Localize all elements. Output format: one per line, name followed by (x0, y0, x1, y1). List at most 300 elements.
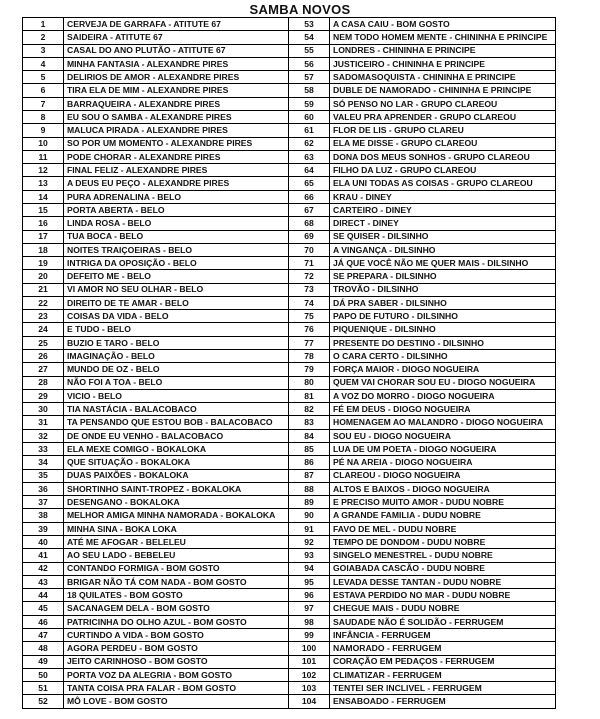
song-title: PORTA VOZ DA ALEGRIA - BOM GOSTO (67, 669, 233, 680)
table-row (289, 297, 555, 310)
table-row (23, 523, 288, 536)
song-title: MUNDO DE OZ - BELO (67, 364, 160, 375)
song-number: 11 (23, 151, 64, 163)
song-title: NEM TODO HOMEM MENTE - CHININHA E PRINCIPE (333, 32, 548, 43)
song-title: VALEU PRA APRENDER - GRUPO CLAREOU (333, 111, 517, 122)
song-title: ALTOS E BAIXOS - DIOGO NOGUEIRA (333, 483, 490, 494)
song-title: MELHOR AMIGA MINHA NAMORADA - BOKALOKA (67, 510, 276, 521)
song-title: E PRECISO MUITO AMOR - DUDU NOBRE (333, 496, 504, 507)
table-row (23, 177, 288, 190)
song-number: 89 (289, 496, 330, 508)
table-row (23, 509, 288, 522)
song-number: 98 (289, 616, 330, 628)
song-number: 36 (23, 483, 64, 495)
song-title: DONA DOS MEUS SONHOS - GRUPO CLAREOU (333, 151, 530, 162)
table-row (289, 642, 555, 655)
song-title: DE ONDE EU VENHO - BALACOBACO (67, 430, 224, 441)
song-title: LUA DE UM POETA - DIOGO NOGUEIRA (333, 443, 497, 454)
song-number: 81 (289, 390, 330, 402)
song-title: LONDRES - CHININHA E PRINCIPE (333, 45, 476, 56)
song-number: 95 (289, 576, 330, 588)
table-row (289, 483, 555, 496)
song-number: 55 (289, 45, 330, 57)
song-number: 21 (23, 284, 64, 296)
song-number: 10 (23, 138, 64, 150)
song-title: ELA UNI TODAS AS COISAS - GRUPO CLAREOU (333, 178, 533, 189)
column-right (289, 18, 555, 708)
song-number: 31 (23, 416, 64, 428)
song-number: 18 (23, 244, 64, 256)
song-number: 96 (289, 589, 330, 601)
song-title: A DEUS EU PEÇO - ALEXANDRE PIRES (67, 178, 230, 189)
song-title: PATRICINHA DO OLHO AZUL - BOM GOSTO (67, 616, 247, 627)
song-number: 40 (23, 536, 64, 548)
song-number: 28 (23, 377, 64, 389)
song-title: BARRAQUEIRA - ALEXANDRE PIRES (67, 98, 221, 109)
song-title: PORTA ABERTA - BELO (67, 204, 165, 215)
song-title: DELIRIOS DE AMOR - ALEXANDRE PIRES (67, 71, 240, 82)
table-row (23, 456, 288, 469)
table-row (23, 124, 288, 137)
song-number: 101 (289, 656, 330, 668)
song-title: O CARA CERTO - DILSINHO (333, 350, 448, 361)
song-number: 91 (289, 523, 330, 535)
song-number: 102 (289, 669, 330, 681)
song-title: PÉ NA AREIA - DIOGO NOGUEIRA (333, 457, 473, 468)
table-row (289, 337, 555, 350)
song-title: MALUCA PIRADA - ALEXANDRE PIRES (67, 125, 228, 136)
table-row (289, 84, 555, 97)
song-number: 22 (23, 297, 64, 309)
table-row (289, 231, 555, 244)
song-title: JEITO CARINHOSO - BOM GOSTO (67, 656, 208, 667)
table-row (23, 58, 288, 71)
song-number: 4 (23, 58, 64, 70)
song-title: SADOMASOQUISTA - CHININHA E PRINCIPE (333, 71, 516, 82)
song-title: PIQUENIQUE - DILSINHO (333, 324, 436, 335)
song-title: E TUDO - BELO (67, 324, 131, 335)
table-row (289, 549, 555, 562)
song-title: PODE CHORAR - ALEXANDRE PIRES (67, 151, 221, 162)
table-row (23, 31, 288, 44)
song-title: JÁ QUE VOCÊ NÃO ME QUER MAIS - DILSINHO (333, 257, 529, 268)
song-number: 29 (23, 390, 64, 402)
song-number: 38 (23, 509, 64, 521)
song-number: 79 (289, 363, 330, 375)
song-title: INTRIGA DA OPOSIÇÃO - BELO (67, 257, 197, 268)
song-table (22, 17, 556, 709)
table-row (289, 456, 555, 469)
table-row (23, 682, 288, 695)
page-title: SAMBA NOVOS (249, 2, 351, 17)
song-number: 87 (289, 470, 330, 482)
song-number: 16 (23, 217, 64, 229)
song-number: 73 (289, 284, 330, 296)
table-row (289, 18, 555, 31)
song-title: CERVEJA DE GARRAFA - ATITUTE 67 (67, 18, 221, 29)
song-number: 24 (23, 323, 64, 335)
table-row (23, 616, 288, 629)
table-row (289, 496, 555, 509)
song-number: 82 (289, 403, 330, 415)
table-row (289, 403, 555, 416)
song-number: 103 (289, 682, 330, 694)
song-number: 76 (289, 323, 330, 335)
song-title: TA PENSANDO QUE ESTOU BOB - BALACOBACO (67, 417, 273, 428)
table-row (23, 257, 288, 270)
table-row (23, 416, 288, 429)
song-number: 32 (23, 430, 64, 442)
song-title: CLIMATIZAR - FERRUGEM (333, 669, 442, 680)
song-title: COISAS DA VIDA - BELO (67, 311, 169, 322)
table-row (23, 642, 288, 655)
song-title: QUE SITUAÇÃO - BOKALOKA (67, 457, 191, 468)
table-row (23, 284, 288, 297)
song-title: TIRA ELA DE MIM - ALEXANDRE PIRES (67, 85, 229, 96)
song-title: BRIGAR NÃO TÁ COM NADA - BOM GOSTO (67, 576, 247, 587)
table-row (23, 217, 288, 230)
song-number: 44 (23, 589, 64, 601)
song-title: PRESENTE DO DESTINO - DILSINHO (333, 337, 484, 348)
song-number: 97 (289, 602, 330, 614)
song-number: 9 (23, 124, 64, 136)
song-title: ELA MEXE COMIGO - BOKALOKA (67, 443, 207, 454)
table-row (23, 84, 288, 97)
table-row (289, 509, 555, 522)
table-row (289, 443, 555, 456)
table-row (23, 231, 288, 244)
song-number: 8 (23, 111, 64, 123)
song-number: 57 (289, 71, 330, 83)
table-row (289, 124, 555, 137)
table-row (23, 563, 288, 576)
song-number: 49 (23, 656, 64, 668)
table-row (23, 576, 288, 589)
table-row (289, 523, 555, 536)
song-title: ATÉ ME AFOGAR - BELELEU (67, 536, 186, 547)
table-row (23, 310, 288, 323)
song-title: TIA NASTÁCIA - BALACOBACO (67, 404, 197, 414)
table-row (289, 430, 555, 443)
table-row (289, 323, 555, 336)
song-title: NAMORADO - FERRUGEM (333, 643, 442, 654)
table-row (289, 536, 555, 549)
song-title: SÓ PENSO NO LAR - GRUPO CLAREOU (333, 98, 498, 109)
song-title: QUEM VAI CHORAR SOU EU - DIOGO NOGUEIRA (333, 377, 536, 388)
song-number: 42 (23, 563, 64, 575)
table-row (289, 217, 555, 230)
table-row (289, 470, 555, 483)
song-number: 72 (289, 270, 330, 282)
table-row (23, 111, 288, 124)
table-row (23, 191, 288, 204)
column-left (23, 18, 289, 708)
table-row (23, 204, 288, 217)
table-row (289, 616, 555, 629)
table-row (23, 270, 288, 283)
song-title: TEMPO DE DONDOM - DUDU NOBRE (333, 536, 486, 547)
song-number: 70 (289, 244, 330, 256)
song-title: FÉ EM DEUS - DIOGO NOGUEIRA (333, 404, 471, 414)
table-row (23, 403, 288, 416)
table-row (289, 151, 555, 164)
song-number: 39 (23, 523, 64, 535)
song-number: 74 (289, 297, 330, 309)
song-title: CASAL DO ANO PLUTÃO - ATITUTE 67 (67, 45, 226, 56)
song-title: SE QUISER - DILSINHO (333, 231, 429, 242)
table-row (23, 323, 288, 336)
table-row (23, 138, 288, 151)
song-number: 19 (23, 257, 64, 269)
table-row (23, 496, 288, 509)
song-title: A VINGANÇA - DILSINHO (333, 244, 436, 255)
song-title: MINHA FANTASIA - ALEXANDRE PIRES (67, 58, 229, 69)
table-row (23, 151, 288, 164)
table-row (289, 204, 555, 217)
table-row (23, 297, 288, 310)
song-title: JUSTICEIRO - CHININHA E PRINCIPE (333, 58, 485, 69)
song-title: KRAU - DINEY (333, 191, 392, 202)
table-row (289, 377, 555, 390)
song-title: SAIDEIRA - ATITUTE 67 (67, 32, 163, 43)
song-number: 84 (289, 430, 330, 442)
song-number: 6 (23, 84, 64, 96)
song-number: 104 (289, 695, 330, 707)
song-title: DESENGANO - BOKALOKA (67, 496, 180, 507)
song-number: 33 (23, 443, 64, 455)
song-title: VI AMOR NO SEU OLHAR - BELO (67, 284, 204, 295)
table-row (23, 589, 288, 602)
song-number: 86 (289, 456, 330, 468)
song-number: 65 (289, 177, 330, 189)
song-number: 48 (23, 642, 64, 654)
song-title: NÃO FOI A TOA - BELO (67, 377, 163, 388)
song-title: PAPO DE FUTURO - DILSINHO (333, 311, 458, 322)
table-row (289, 589, 555, 602)
song-title: GOIABADA CASCÃO - DUDU NOBRE (333, 563, 485, 574)
song-title: LINDA ROSA - BELO (67, 218, 152, 229)
song-number: 68 (289, 217, 330, 229)
song-number: 94 (289, 563, 330, 575)
table-row (289, 416, 555, 429)
song-number: 93 (289, 549, 330, 561)
song-title: TENTEI SER INCLIVEL - FERRUGEM (333, 682, 482, 693)
table-row (289, 363, 555, 376)
song-number: 20 (23, 270, 64, 282)
song-title: CHEGUE MAIS - DUDU NOBRE (333, 603, 460, 614)
song-number: 7 (23, 98, 64, 110)
table-row (23, 164, 288, 177)
song-number: 58 (289, 84, 330, 96)
table-row (289, 310, 555, 323)
song-number: 12 (23, 164, 64, 176)
table-row (289, 576, 555, 589)
song-number: 53 (289, 18, 330, 30)
song-number: 100 (289, 642, 330, 654)
song-number: 88 (289, 483, 330, 495)
song-number: 99 (289, 629, 330, 641)
song-number: 5 (23, 71, 64, 83)
song-title: EU SOU O SAMBA - ALEXANDRE PIRES (67, 111, 232, 122)
song-title: SHORTINHO SAINT-TROPEZ - BOKALOKA (67, 483, 242, 494)
song-title: IMAGINAÇÃO - BELO (67, 350, 155, 361)
song-number: 67 (289, 204, 330, 216)
song-number: 61 (289, 124, 330, 136)
song-number: 52 (23, 695, 64, 707)
song-number: 3 (23, 45, 64, 57)
song-number: 64 (289, 164, 330, 176)
song-title: TUA BOCA - BELO (67, 231, 144, 242)
table-row (289, 31, 555, 44)
song-number: 47 (23, 629, 64, 641)
song-title: INFÂNCIA - FERRUGEM (333, 629, 431, 640)
song-number: 30 (23, 403, 64, 415)
song-title: ELA ME DISSE - GRUPO CLAREOU (333, 138, 478, 149)
song-number: 92 (289, 536, 330, 548)
song-title: AGORA PERDEU - BOM GOSTO (67, 643, 198, 654)
song-number: 83 (289, 416, 330, 428)
table-row (289, 58, 555, 71)
song-number: 13 (23, 177, 64, 189)
song-title: CLAREOU - DIOGO NOGUEIRA (333, 470, 461, 481)
song-number: 59 (289, 98, 330, 110)
table-row (23, 669, 288, 682)
song-number: 62 (289, 138, 330, 150)
song-number: 41 (23, 549, 64, 561)
table-row (289, 563, 555, 576)
table-row (23, 629, 288, 642)
song-title: ENSABOADO - FERRUGEM (333, 696, 446, 707)
song-title: FINAL FELIZ - ALEXANDRE PIRES (67, 164, 208, 175)
song-number: 78 (289, 350, 330, 362)
song-title: TANTA COISA PRA FALAR - BOM GOSTO (67, 682, 237, 693)
song-number: 37 (23, 496, 64, 508)
table-row (23, 390, 288, 403)
table-row (289, 98, 555, 111)
song-title: SOU EU - DIOGO NOGUEIRA (333, 430, 451, 441)
table-row (23, 549, 288, 562)
song-title: FLOR DE LIS - GRUPO CLAREU (333, 125, 464, 136)
song-title: LEVADA DESSE TANTAN - DUDU NOBRE (333, 576, 502, 587)
song-number: 15 (23, 204, 64, 216)
table-row (289, 191, 555, 204)
song-number: 51 (23, 682, 64, 694)
song-title: A CASA CAIU - BOM GOSTO (333, 18, 450, 29)
song-number: 23 (23, 310, 64, 322)
song-title: DIREITO DE TE AMAR - BELO (67, 297, 189, 308)
table-row (289, 45, 555, 58)
song-title: A VOZ DO MORRO - DIOGO NOGUEIRA (333, 390, 495, 401)
table-row (289, 390, 555, 403)
table-row (23, 656, 288, 669)
song-title: VICIO - BELO (67, 390, 122, 401)
song-title: SE PREPARA - DILSINHO (333, 271, 437, 282)
song-title: SAUDADE NÃO É SOLIDÃO - FERRUGEM (333, 616, 504, 627)
song-number: 56 (289, 58, 330, 70)
table-row (289, 284, 555, 297)
song-number: 90 (289, 509, 330, 521)
table-row (289, 138, 555, 151)
song-title: DÁ PRA SABER - DILSINHO (333, 297, 447, 308)
table-row (289, 270, 555, 283)
song-title: SINGELO MENESTREL - DUDU NOBRE (333, 550, 493, 561)
table-row (23, 470, 288, 483)
table-row (23, 695, 288, 707)
table-row (23, 536, 288, 549)
song-title: SACANAGEM DELA - BOM GOSTO (67, 603, 210, 614)
song-number: 66 (289, 191, 330, 203)
song-number: 63 (289, 151, 330, 163)
table-row (23, 483, 288, 496)
song-number: 45 (23, 602, 64, 614)
song-title: CORAÇÃO EM PEDAÇOS - FERRUGEM (333, 656, 495, 667)
table-row (289, 629, 555, 642)
song-number: 35 (23, 470, 64, 482)
table-row (289, 111, 555, 124)
song-title: MINHA SINA - BOKA LOKA (67, 523, 177, 534)
song-title: FILHO DA LUZ - GRUPO CLAREOU (333, 164, 477, 175)
song-title: AO SEU LADO - BEBELEU (67, 550, 176, 561)
table-row (289, 695, 555, 707)
song-number: 69 (289, 231, 330, 243)
song-title: DUBLE DE NAMORADO - CHININHA E PRINCIPE (333, 85, 532, 96)
song-number: 1 (23, 18, 64, 30)
table-row (23, 363, 288, 376)
table-row (23, 377, 288, 390)
song-number: 75 (289, 310, 330, 322)
table-row (23, 443, 288, 456)
song-title: SO POR UM MOMENTO - ALEXANDRE PIRES (67, 138, 253, 149)
table-row (289, 71, 555, 84)
song-title: CARTEIRO - DINEY (333, 204, 412, 215)
song-title: CONTANDO FORMIGA - BOM GOSTO (67, 563, 220, 574)
song-number: 17 (23, 231, 64, 243)
song-number: 14 (23, 191, 64, 203)
table-row (289, 177, 555, 190)
song-title: MÔ LOVE - BOM GOSTO (67, 696, 168, 707)
song-number: 26 (23, 350, 64, 362)
table-row (289, 164, 555, 177)
song-number: 2 (23, 31, 64, 43)
table-row (23, 18, 288, 31)
song-title: NOITES TRAIÇOEIRAS - BELO (67, 244, 193, 255)
table-row (23, 71, 288, 84)
song-number: 85 (289, 443, 330, 455)
table-row (289, 669, 555, 682)
song-number: 77 (289, 337, 330, 349)
table-row (23, 45, 288, 58)
song-number: 27 (23, 363, 64, 375)
song-title: FAVO DE MEL - DUDU NOBRE (333, 523, 457, 534)
song-title: DIRECT - DINEY (333, 218, 399, 229)
table-row (23, 244, 288, 257)
song-number: 46 (23, 616, 64, 628)
song-title: PURA ADRENALINA - BELO (67, 191, 182, 202)
song-title: DEFEITO ME - BELO (67, 271, 151, 282)
song-title: 18 QUILATES - BOM GOSTO (67, 589, 183, 600)
table-row (289, 244, 555, 257)
song-number: 50 (23, 669, 64, 681)
table-row (23, 98, 288, 111)
song-number: 43 (23, 576, 64, 588)
song-title: A GRANDE FAMILIA - DUDU NOBRE (333, 510, 481, 521)
song-title: CURTINDO A VIDA - BOM GOSTO (67, 629, 204, 640)
song-title: ESTAVA PERDIDO NO MAR - DUDU NOBRE (333, 589, 511, 600)
song-title: FORÇA MAIOR - DIOGO NOGUEIRA (333, 364, 480, 375)
song-number: 54 (289, 31, 330, 43)
song-number: 34 (23, 456, 64, 468)
song-number: 71 (289, 257, 330, 269)
